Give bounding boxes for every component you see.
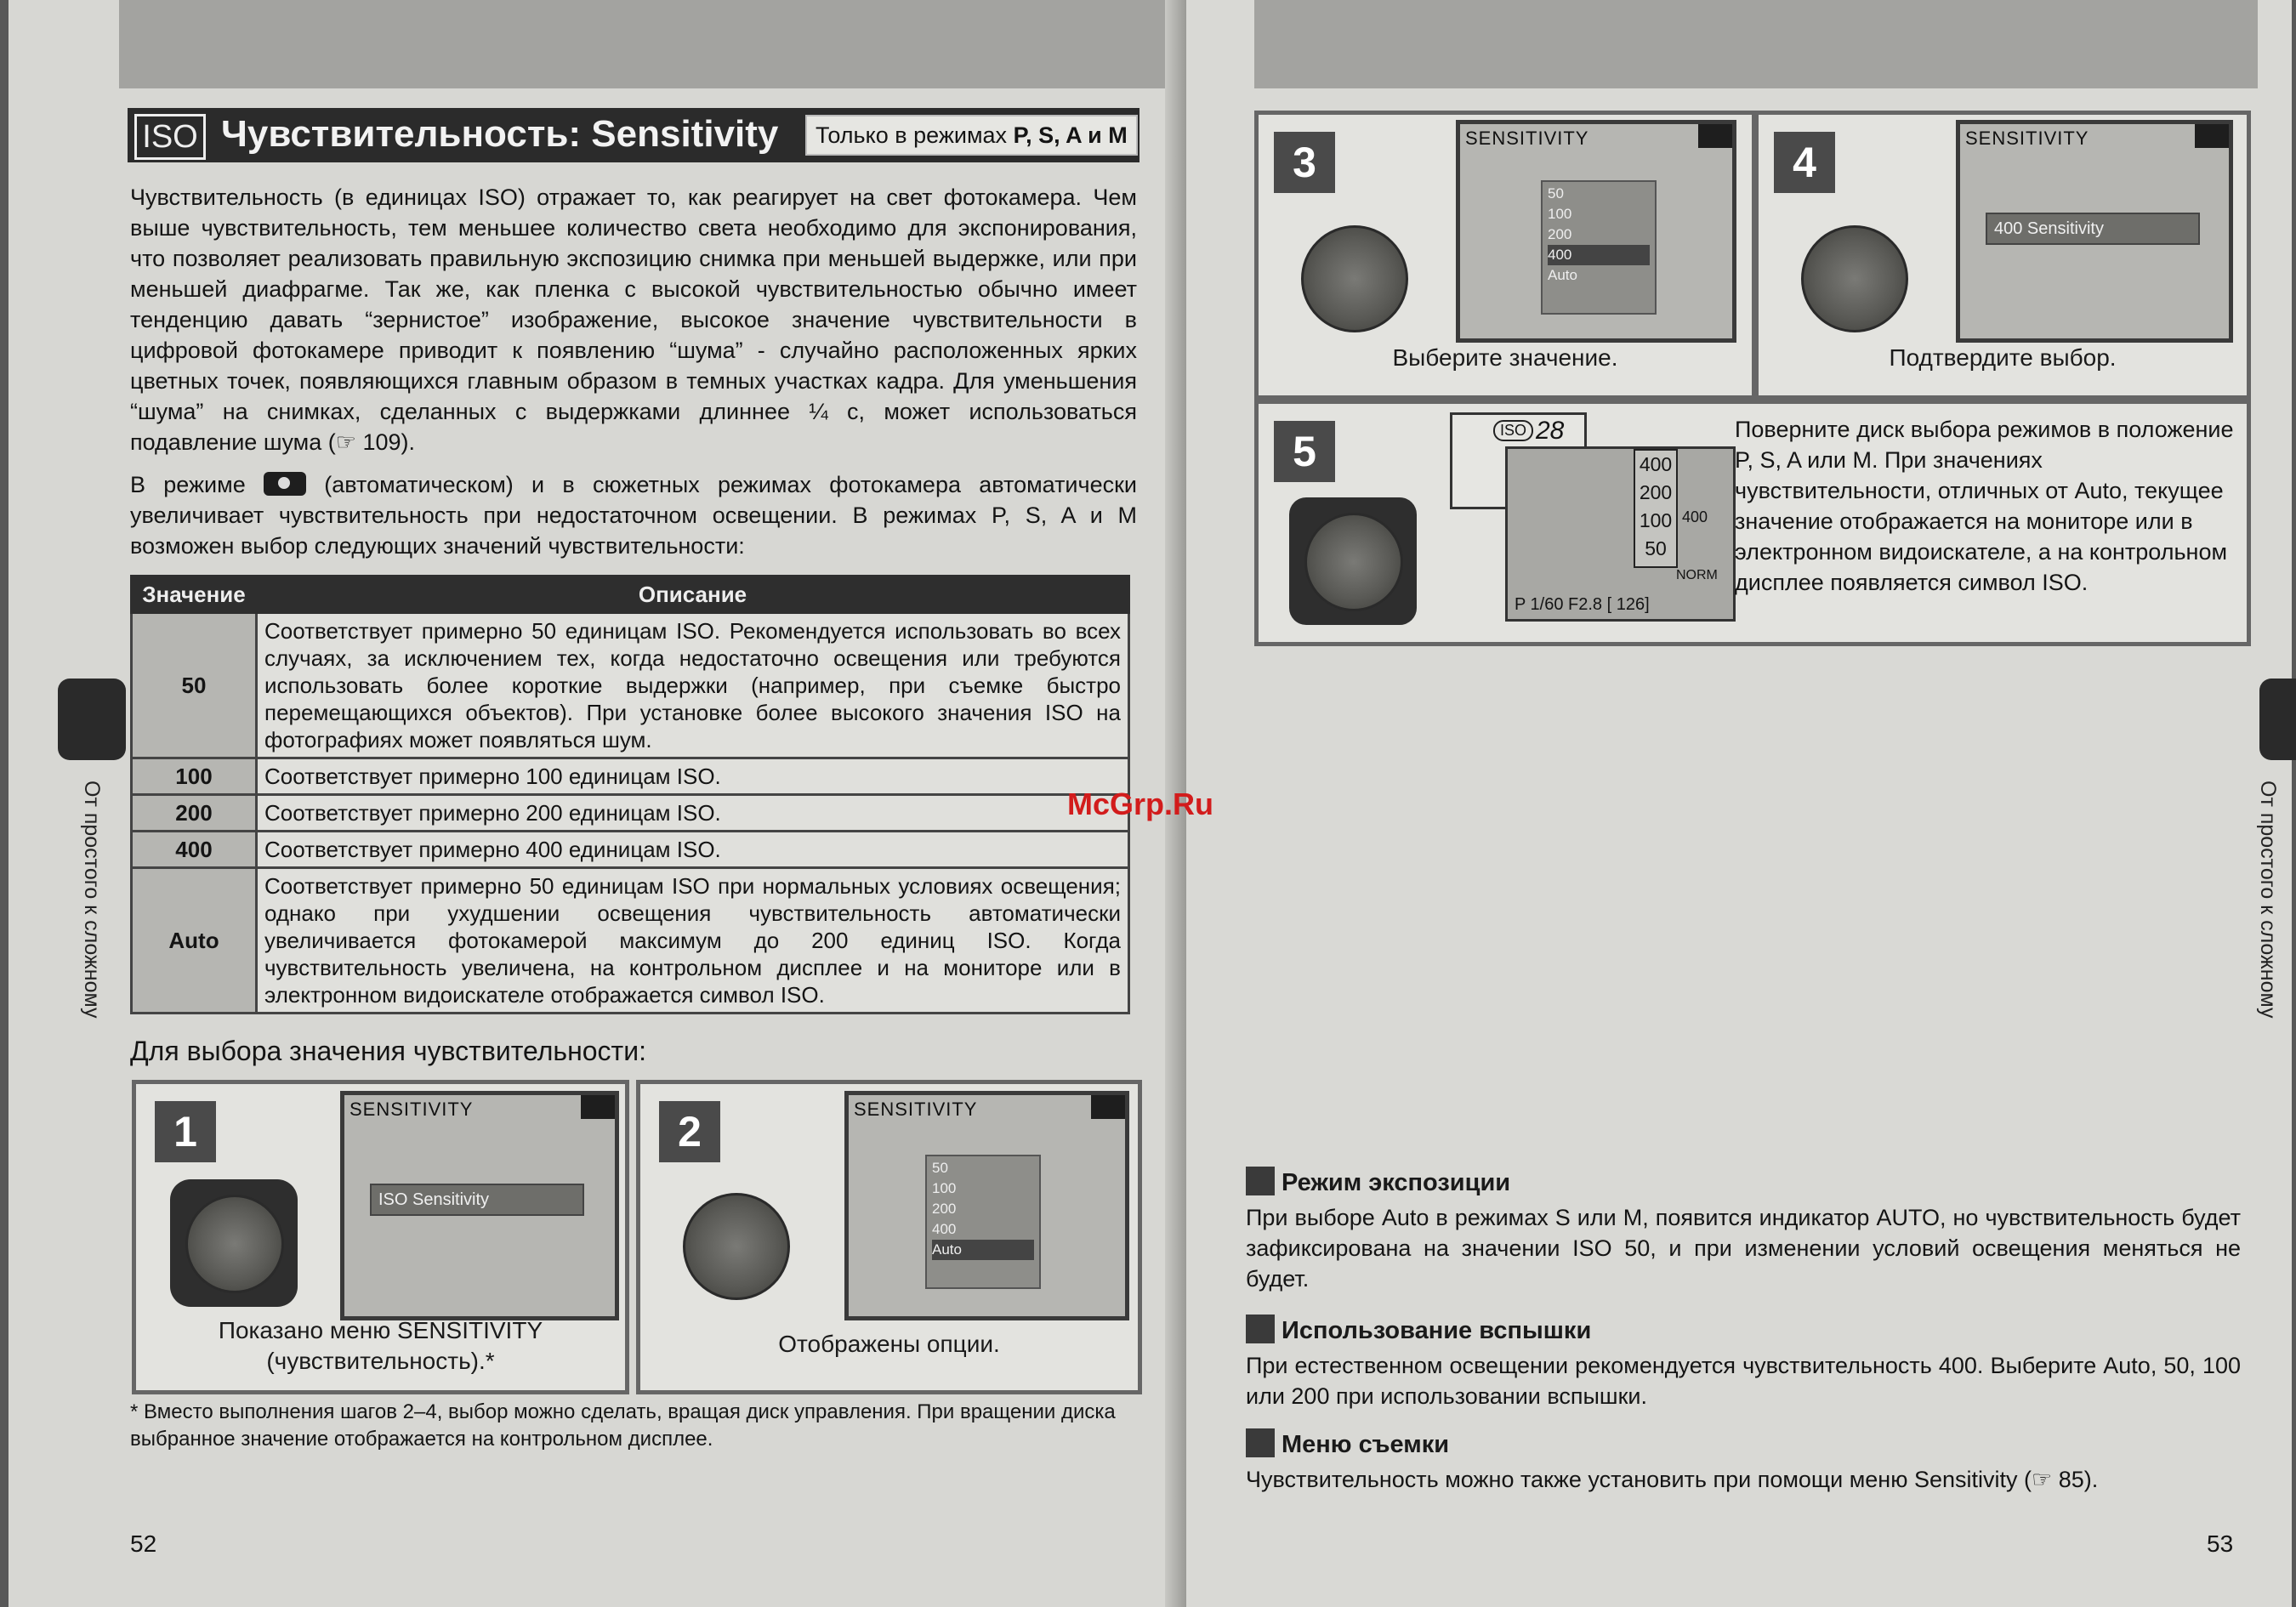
option-item[interactable]: Auto [1548,267,1577,283]
caption-line: Показано меню SENSITIVITY [218,1317,543,1343]
options-list [1541,180,1657,315]
caption-line: (чувствительность).* [266,1348,495,1374]
table-row [132,868,1129,1014]
note-text: При естественном освещении рекомендуется чувствительность 400. Выберите Auto, 50, 100 или 200 при использовании вспышки. [1246,1353,2241,1409]
multi-selector-icon[interactable] [1301,225,1408,332]
options-list [925,1155,1041,1289]
step4-panel [1754,111,2251,400]
table-row [132,832,1129,868]
table-cell-desc: Соответствует примерно 200 единицам ISO. [257,795,1129,832]
side-label: От простого к сложному [80,781,104,1019]
screen-corner [2195,124,2229,148]
pencil-icon [1246,1315,1275,1343]
table-cell-value: 100 [132,758,257,795]
mode-note [805,115,1138,156]
screen-title: SENSITIVITY [350,1099,474,1120]
screen-corner [1698,124,1732,148]
page-number: 53 [2207,1530,2234,1557]
magnifier-icon [1246,1428,1275,1457]
step5-panel [1254,400,2251,646]
menu-item-iso-sensitivity[interactable]: ISO Sensitivity [370,1184,584,1216]
auto-mode-paragraph [130,469,1137,561]
scale-value: 400 [1639,453,1673,475]
note-text: Чувствительность можно также установить при помощи меню Sensitivity (☞ 85). [1246,1467,2099,1492]
mode-note-modes: P, S, A и M [1013,122,1128,148]
select-heading: Для выбора значения чувствительности: [130,1036,646,1066]
multi-selector-icon[interactable] [683,1193,790,1300]
screen-title: SENSITIVITY [1465,128,1589,149]
table-header-value: Значение [132,576,257,613]
step-number: 1 [155,1101,216,1162]
table-cell-desc: Соответствует примерно 100 единицам ISO. [257,758,1129,795]
step5-text: Поверните диск выбора режимов в положение P, S, A или M. При значениях чувствительности, отличных от Auto, текущее значение отображается на мониторе или в электронном видоискателе, а на контрольном дисплее появляется символ ISO. [1735,417,2234,595]
screen-title: SENSITIVITY [854,1099,978,1120]
pencil-icon [1246,1167,1275,1195]
mode-dial-icon [1304,513,1403,611]
table-header-desc: Описание [257,576,1129,613]
screen-title: SENSITIVITY [1965,128,2089,149]
left-page [9,0,1182,1607]
auto-para-rest: (автоматическом) и в сюжетных режимах фотокамера автоматически увеличивает чувствительность при недостаточном освещении. В режимах P, S, A и M возможен выбор следующих значений чувствительности: [130,472,1137,559]
table-cell-value: Auto [132,868,257,1014]
step1-caption [136,1315,625,1377]
iso-badge: ISO [134,114,206,160]
step4-caption: Подтвердите выбор. [1889,344,2117,371]
option-item[interactable]: 400 [1548,245,1650,265]
title-bar [128,108,1139,162]
note-title: Использование вспышки [1282,1317,1592,1344]
step2-caption: Отображены опции. [778,1331,1000,1357]
option-item[interactable]: 200 [1548,226,1572,242]
mode-note-prefix: Только в режимах [816,122,1008,148]
camera-icon [264,472,306,496]
mode-dial-image [1289,497,1417,625]
step1-panel [132,1080,629,1394]
screen-corner [581,1095,615,1119]
step2-panel [636,1080,1142,1394]
step-number: 2 [659,1101,720,1162]
right-page [1186,0,2292,1607]
multi-selector-icon[interactable] [1801,225,1908,332]
monitor-screen [340,1091,619,1320]
viewfinder-display [1505,446,1736,622]
lcd-iso-indicator: ISO [1493,420,1533,441]
monitor-screen [1956,120,2233,343]
menu-item-400-sensitivity[interactable]: 400 Sensitivity [1986,213,2200,245]
note-flash [1246,1315,2241,1411]
step3-panel [1254,111,1756,400]
table-cell-desc: Соответствует примерно 50 единицам ISO. Рекомендуется использовать во всех случаях, за исключением тех, когда недостаточно освещения или требуются использовать более короткие выдержки (например, при съемке быстро перемещающихся объектов). При установке более высокого значения ISO на фотографиях может появляться шум. [257,613,1129,758]
side-tab [2259,679,2296,760]
table-cell-desc: Соответствует примерно 400 единицам ISO. [257,832,1129,868]
step3-caption: Выберите значение. [1392,344,1618,371]
exposure-readout: P 1/60 F2.8 [ 126] [1515,595,1650,614]
scale-value: 50 [1645,537,1667,559]
option-item[interactable]: 400 [932,1221,957,1237]
note-title: Режим экспозиции [1282,1169,1511,1196]
quality-indicator: NORM [1676,568,1718,582]
step-number: 3 [1274,132,1335,193]
table-cell-value: 400 [132,832,257,868]
footnote: * Вместо выполнения шагов 2–4, выбор можно сделать, вращая диск управления. При вращении диска выбранное значение отображается на контрольном дисплее. [130,1400,1116,1451]
option-item[interactable]: 100 [1548,206,1572,222]
page-number: 52 [130,1530,157,1557]
step-number: 4 [1774,132,1835,193]
mode-dial-image [170,1179,298,1307]
table-cell-desc: Соответствует примерно 50 единицам ISO при нормальных условиях освещения; однако при ухудшении освещения чувствительность автоматически увеличивается фотокамерой максимум до 200 единиц ISO. Когда чувствительность увеличена, на контрольном дисплее и на мониторе или в электронном видоискателе отображается символ ISO. [257,868,1129,1014]
header-bar [119,0,1182,88]
note-shooting-menu [1246,1428,2241,1495]
option-item[interactable]: 100 [932,1180,957,1196]
monitor-screen [844,1091,1129,1320]
option-item[interactable]: 200 [932,1201,957,1217]
table-cell-value: 200 [132,795,257,832]
mode-dial-icon [185,1195,284,1293]
option-item[interactable]: 50 [932,1160,948,1176]
table-cell-value: 50 [132,613,257,758]
option-item[interactable]: 50 [1548,185,1564,202]
page-title: Чувствительность: Sensitivity [221,113,779,155]
watermark: McGrp.Ru [1067,786,1214,821]
scale-selected-value: 400 [1682,508,1708,525]
note-title: Меню съемки [1282,1431,1450,1458]
sensitivity-scale [1634,449,1678,568]
lcd-aperture: 28 [1536,417,1565,445]
header-bar [1254,0,2258,88]
auto-para-start: В режиме [130,472,246,497]
scale-value: 200 [1639,481,1673,503]
side-label: От простого к сложному [2256,781,2280,1019]
sensitivity-table [130,575,1130,1014]
scale-value: 100 [1639,509,1673,531]
table-row [132,795,1129,832]
option-item[interactable]: Auto [932,1240,1034,1260]
table-row [132,613,1129,758]
side-tab [58,679,126,760]
step-number: 5 [1274,421,1335,482]
note-text: При выборе Auto в режимах S или M, появится индикатор AUTO, но чувствительность будет зафиксирована на значении ISO 50, и при изменении условий освещения меняться не будет. [1246,1205,2241,1292]
note-exposure-mode [1246,1167,2241,1294]
screen-corner [1091,1095,1125,1119]
monitor-screen [1456,120,1736,343]
table-row [132,758,1129,795]
intro-paragraph: Чувствительность (в единицах ISO) отражает то, как реагирует на свет фотокамера. Чем выше чувствительность, тем меньшее количество света необходимо для экспонирования, что позволяет реализовать правильную экспозицию снимка при меньшей выдержке, или при меньшей диафрагме. Так же, как пленка с высокой чувствительностью обычно имеет тенденцию давать “зернистое” изображение, высокое значение чувствительности в цифровой фотокамере приводит к появлению “шума” - случайно расположенных ярких цветных точек, появляющихся главным образом в темных участках кадра. Для уменьшения “шума” на снимках, сделанных с выдержками длиннее ¼ с, может использоваться подавление шума (☞ 109). [130,185,1137,455]
